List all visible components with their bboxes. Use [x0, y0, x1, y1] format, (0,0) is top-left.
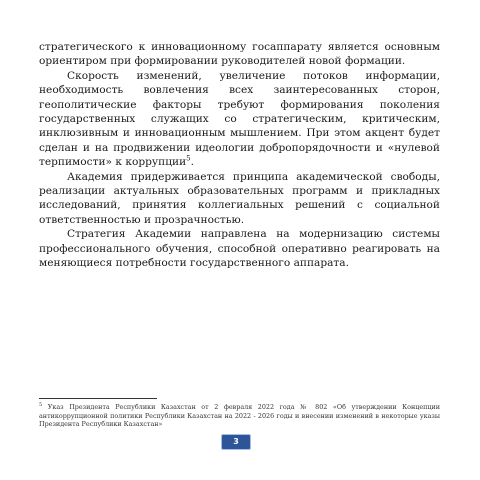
page-number: 3: [233, 437, 239, 446]
paragraph-3-text: Академия придерживается принципа академической свободы, реализации актуальных образовательных программ и прикладных исследований, принятия коллегиальных решений с социальной ответственностью и прозрачностью.: [39, 170, 440, 226]
footnote: [39, 403, 440, 429]
page-number-badge: [221, 434, 251, 450]
footnote-text: Указ Президента Республики Казахстан от 2 февраля 2022 года № 802 «Об утверждении Концепции антикоррупционной политики Республики Казахстан на 2022 - 2026 годы и внесении изменений в некоторые указы Президента Республики Казахстан»: [39, 403, 440, 429]
footnote-number: 5: [39, 401, 43, 408]
paragraph-1-text: стратегического к инновационному госаппарату является основным ориентиром при формировании руководителей новой формации.: [39, 41, 440, 68]
paragraph-2: [39, 69, 440, 170]
footnote-reference[interactable]: 5: [186, 154, 191, 163]
footnote-divider: [39, 398, 157, 399]
paragraph-2-text: Скорость изменений, увеличение потоков информации, необходимость вовлечения всех заинтересованных сторон, геополитические факторы требуют формирования поколения государственных служащих со стратегическим, критическим, инклюзивным и инновационным мышлением. При этом акцент будет сделан и на продвижении идеологии добропорядочности и «нулевой терпимости» к коррупции: [39, 69, 440, 169]
body-text: [39, 40, 440, 271]
paragraph-2-tail: .: [190, 156, 194, 169]
paragraph-3: [39, 170, 440, 228]
paragraph-4: [39, 227, 440, 270]
paragraph-1: [39, 40, 440, 69]
paragraph-4-text: Стратегия Академии направлена на модернизацию системы профессионального обучения, способной оперативно реагировать на меняющиеся потребности государственного аппарата.: [39, 228, 440, 270]
